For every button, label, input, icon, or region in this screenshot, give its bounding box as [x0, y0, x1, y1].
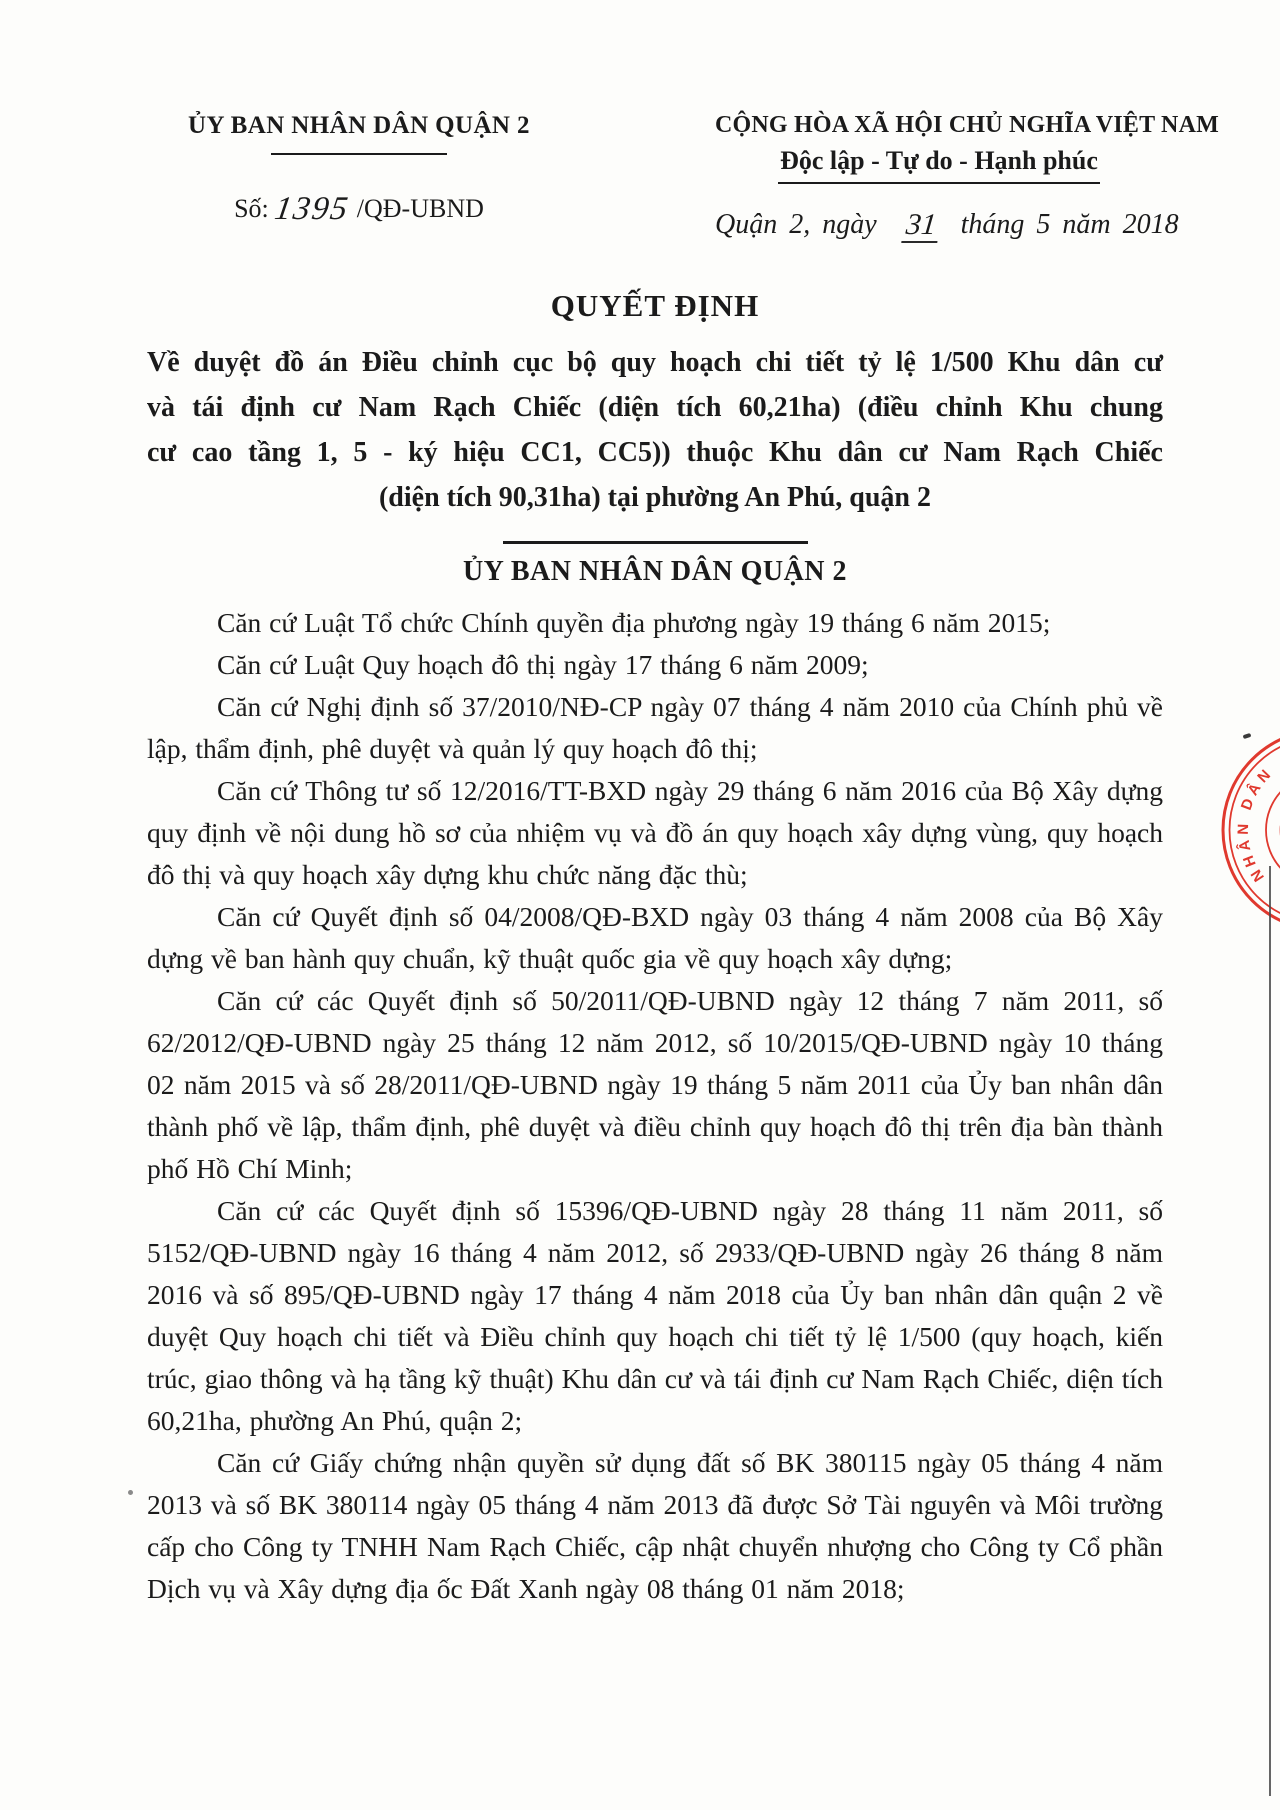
scan-edge-line — [1269, 866, 1271, 1796]
national-header-block — [715, 112, 1219, 242]
place-date-prefix: Quận 2, ngày — [715, 209, 877, 240]
subject-line: (diện tích 90,31ha) tại phường An Phú, quận 2 — [378, 482, 931, 513]
document-title: QUYẾT ĐỊNH — [550, 288, 760, 323]
subject-line: và tái định cư Nam Rạch Chiếc (diện tích 60,21ha) (điều chỉnh Khu chung — [147, 392, 1163, 423]
legal-basis-paragraph: Căn cứ Nghị định số 37/2010/NĐ-CP ngày 07 tháng 4 năm 2010 của Chính phủ về lập, thẩm định, phê duyệt và quản lý quy hoạch đô thị; — [147, 691, 1163, 764]
date-rest: tháng 5 năm 2018 — [960, 209, 1179, 240]
section-divider — [503, 541, 808, 544]
day-handwritten: 31 — [901, 210, 940, 243]
legal-basis-paragraph: Căn cứ Quyết định số 04/2008/QĐ-BXD ngày 03 tháng 4 năm 2008 của Bộ Xây dựng về ban hành quy chuẩn, kỹ thuật quốc gia về quy hoạch xây dựng; — [147, 901, 1163, 974]
legal-basis-paragraph: Căn cứ Giấy chứng nhận quyền sử dụng đất số BK 380115 ngày 05 tháng 4 năm 2013 và số BK 380114 ngày 05 tháng 4 năm 2013 đã được Sở Tài nguyên và Môi trường cấp cho Công ty TNHH Nam Rạch Chiếc, cập nhật chuyển nhượng cho Công ty Cổ phần Dịch vụ và Xây dựng địa ốc Đất Xanh ngày 08 tháng 01 năm 2018; — [147, 1447, 1163, 1604]
national-title: CỘNG HÒA XÃ HỘI CHỦ NGHĨA VIỆT NAM — [715, 112, 1219, 138]
subject-line: Về duyệt đồ án Điều chỉnh cục bộ quy hoạch chi tiết tỷ lệ 1/500 Khu dân cư — [147, 347, 1163, 378]
authority-underline — [271, 153, 447, 155]
legal-basis-paragraph: Căn cứ Luật Tổ chức Chính quyền địa phương ngày 19 tháng 6 năm 2015; — [217, 607, 1051, 638]
place-date-line — [715, 208, 1179, 242]
document-header — [147, 0, 1219, 242]
issuing-authority-block — [147, 112, 571, 242]
legal-basis-paragraph: Căn cứ các Quyết định số 15396/QĐ-UBND ngày 28 tháng 11 năm 2011, số 5152/QĐ-UBND ngày 16 tháng 4 năm 2012, số 2933/QĐ-UBND ngày 26 tháng 8 năm 2016 và số 895/QĐ-UBND ngày 17 tháng 4 năm 2018 của Ủy ban nhân dân quận 2 về duyệt Quy hoạch chi tiết và Điều chỉnh quy hoạch chi tiết tỷ lệ 1/500 (quy hoạch, kiến trúc, giao thông và hạ tầng kỹ thuật) Khu dân cư và tái định cư Nam Rạch Chiếc, diện tích 60,21ha, phường An Phú, quận 2; — [147, 1195, 1163, 1436]
issuer-heading: ỦY BAN NHÂN DÂN QUẬN 2 — [462, 556, 848, 587]
number-suffix: /QĐ-UBND — [356, 194, 484, 223]
document-number-handwritten: 1395 — [272, 191, 352, 227]
legal-basis-paragraph: Căn cứ Thông tư số 12/2016/TT-BXD ngày 29 tháng 6 năm 2016 của Bộ Xây dựng quy định về nội dung hồ sơ của nhiệm vụ và đồ án quy hoạch xây dựng vùng, quy hoạch đô thị và quy hoạch xây dựng khu chức năng đặc thù; — [147, 775, 1163, 890]
legal-basis-section — [147, 602, 1163, 1610]
number-label: Số: — [234, 194, 269, 223]
issuing-authority-name: ỦY BAN NHÂN DÂN QUẬN 2 — [188, 112, 530, 139]
seal-arc-text: NHÂN DÂN — [1234, 763, 1278, 885]
document-number-line — [147, 191, 571, 227]
legal-basis-paragraph: Căn cứ các Quyết định số 50/2011/QĐ-UBND ngày 12 tháng 7 năm 2011, số 62/2012/QĐ-UBND ngày 25 tháng 12 năm 2012, số 10/2015/QĐ-UBND ngày 10 tháng 02 năm 2015 và số 28/2011/QĐ-UBND ngày 19 tháng 5 năm 2011 của Ủy ban nhân dân thành phố về lập, thẩm định, phê duyệt và điều chỉnh quy hoạch đô thị trên địa bàn thành phố Hồ Chí Minh; — [147, 985, 1163, 1184]
subject-line: cư cao tầng 1, 5 - ký hiệu CC1, CC5)) thuộc Khu dân cư Nam Rạch Chiếc — [147, 437, 1163, 468]
decision-subject — [147, 340, 1163, 520]
scan-speck — [128, 1490, 133, 1495]
national-motto: Độc lập - Tự do - Hạnh phúc — [778, 144, 1100, 184]
legal-basis-paragraph: Căn cứ Luật Quy hoạch đô thị ngày 17 tháng 6 năm 2009; — [217, 649, 869, 680]
